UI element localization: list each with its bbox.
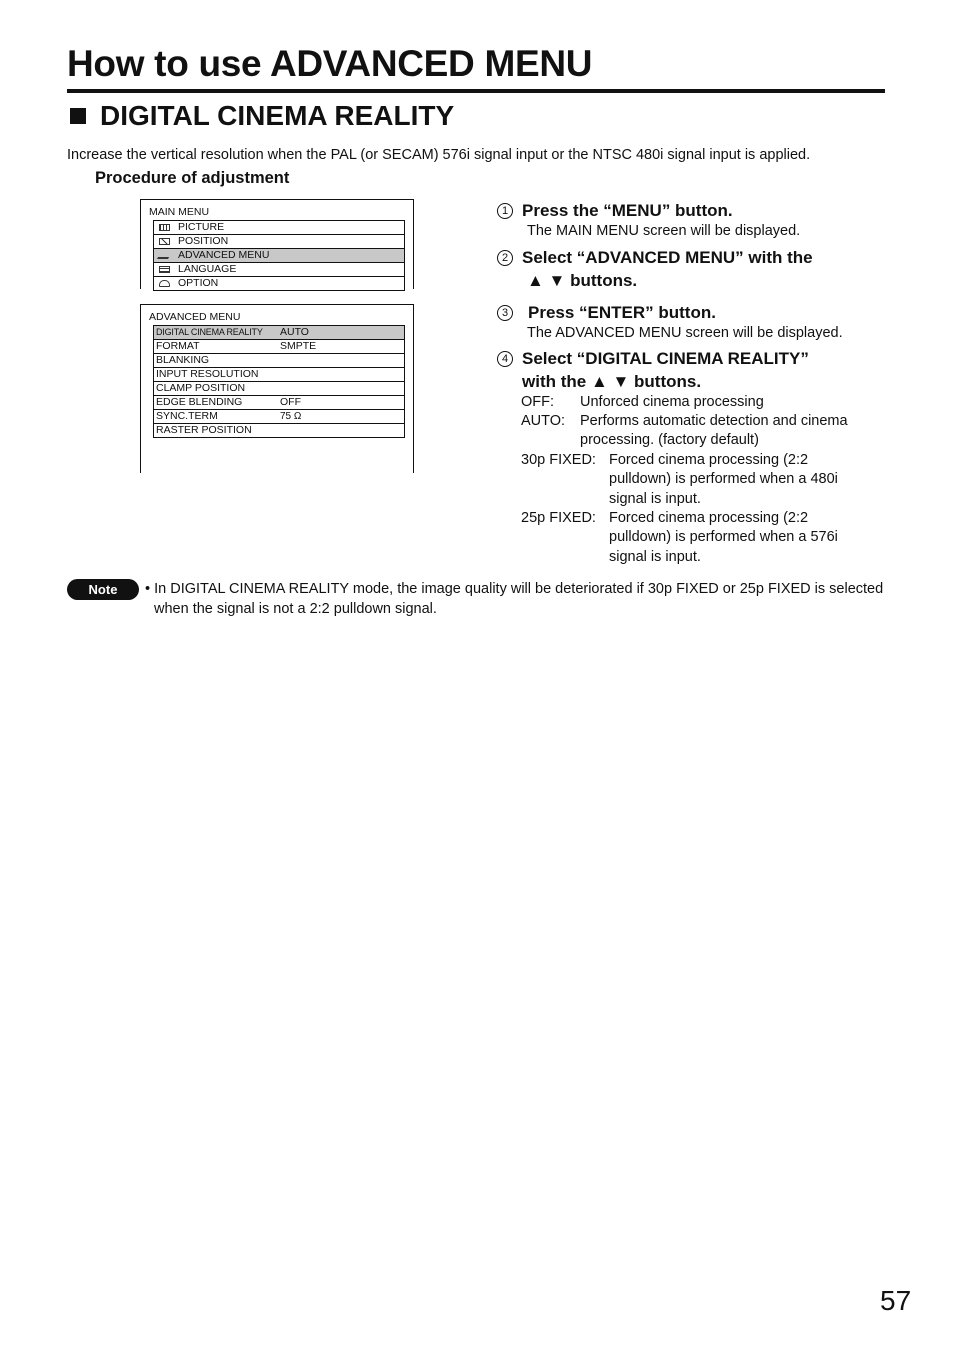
- option-key: 25p FIXED:: [521, 510, 596, 526]
- procedure-heading: Procedure of adjustment: [95, 169, 290, 187]
- main-menu-item-language: LANGUAGE: [154, 263, 404, 277]
- option-desc-line: Performs automatic detection and cinema: [580, 413, 848, 429]
- step-title-line1: Select “ADVANCED MENU” with the: [522, 248, 813, 267]
- option-icon: [159, 280, 170, 287]
- option-30p-fixed: [521, 451, 891, 509]
- section-title-text: DIGITAL CINEMA REALITY: [100, 100, 455, 131]
- option-desc-line: Forced cinema processing (2:2: [609, 452, 809, 468]
- advanced-menu-item: INPUT RESOLUTION: [154, 368, 404, 382]
- advanced-menu-icon: [157, 252, 172, 259]
- picture-icon: [159, 224, 170, 231]
- advanced-menu-item: BLANKING: [154, 354, 404, 368]
- main-menu-screen: [140, 199, 414, 289]
- step-title-line2: ▲ ▼ buttons.: [527, 271, 638, 290]
- step-1: [497, 199, 800, 241]
- step-2: [497, 246, 813, 292]
- option-key: 30p FIXED:: [521, 452, 596, 468]
- step-number: 2: [497, 250, 513, 266]
- advanced-menu-item: RASTER POSITION: [156, 424, 252, 436]
- step-4: [497, 347, 809, 393]
- option-25p-fixed: [521, 509, 891, 567]
- step-title: Press the “MENU” button.: [522, 201, 733, 220]
- step-description: The ADVANCED MENU screen will be displayed.: [527, 325, 843, 341]
- advanced-menu-item: CLAMP POSITION: [154, 382, 404, 396]
- step-description: The MAIN MENU screen will be displayed.: [527, 223, 801, 239]
- option-desc-line: signal is input.: [609, 548, 701, 565]
- option-off: [521, 393, 891, 412]
- advanced-menu-list: [153, 325, 405, 438]
- main-menu-item-option: OPTION: [154, 277, 404, 290]
- language-icon: [159, 266, 170, 273]
- step-3: [497, 301, 843, 343]
- title-rule: [67, 89, 885, 93]
- step-number: 1: [497, 203, 513, 219]
- option-desc-line: Unforced cinema processing: [580, 394, 764, 410]
- main-menu-item-position: POSITION: [154, 235, 404, 249]
- advanced-menu-item: FORMAT SMPTE: [154, 340, 404, 354]
- position-icon: [159, 238, 170, 245]
- advanced-menu-item: DIGITAL CINEMA REALITY AUTO: [154, 326, 404, 340]
- note-badge: Note: [67, 579, 139, 600]
- page-number: 57: [880, 1285, 912, 1316]
- step-number: 4: [497, 351, 513, 367]
- option-desc-line: Forced cinema processing (2:2: [609, 510, 809, 526]
- advanced-menu-item: SYNC.TERM 75 Ω: [154, 410, 404, 424]
- intro-text: Increase the vertical resolution when the PAL (or SECAM) 576i signal input or the NTSC 480i signal input is applied.: [67, 147, 811, 163]
- option-desc-line: signal is input.: [609, 490, 701, 507]
- option-desc-line: pulldown) is performed when a 480i: [609, 471, 838, 488]
- option-auto: [521, 412, 891, 451]
- section-title: [70, 96, 454, 136]
- option-key: AUTO:: [521, 413, 566, 429]
- square-bullet-icon: [70, 108, 86, 124]
- step-title: Press “ENTER” button.: [528, 303, 716, 322]
- step-number: 3: [497, 305, 513, 321]
- option-desc-line: pulldown) is performed when a 576i: [609, 529, 838, 546]
- advanced-menu-title: ADVANCED MENU: [149, 311, 241, 323]
- page-title: How to use ADVANCED MENU: [67, 43, 593, 84]
- advanced-menu-screen: [140, 304, 414, 473]
- note-text: • In DIGITAL CINEMA REALITY mode, the image quality will be deteriorated if 30p FIXED or 25p FIXED is selected when the signal is not a 2:2 pulldown signal.: [145, 581, 884, 617]
- step-title-line1: Select “DIGITAL CINEMA REALITY”: [522, 349, 809, 368]
- option-desc-line: processing. (factory default): [580, 432, 759, 449]
- option-key: OFF:: [521, 394, 555, 410]
- step-title-line2: with the ▲ ▼ buttons.: [522, 372, 702, 391]
- main-menu-item-advanced-menu: ADVANCED MENU: [154, 249, 404, 263]
- advanced-menu-item: EDGE BLENDING OFF: [154, 396, 404, 410]
- main-menu-item-picture: PICTURE: [154, 221, 404, 235]
- main-menu-list: [153, 220, 405, 291]
- main-menu-title: MAIN MENU: [149, 206, 210, 218]
